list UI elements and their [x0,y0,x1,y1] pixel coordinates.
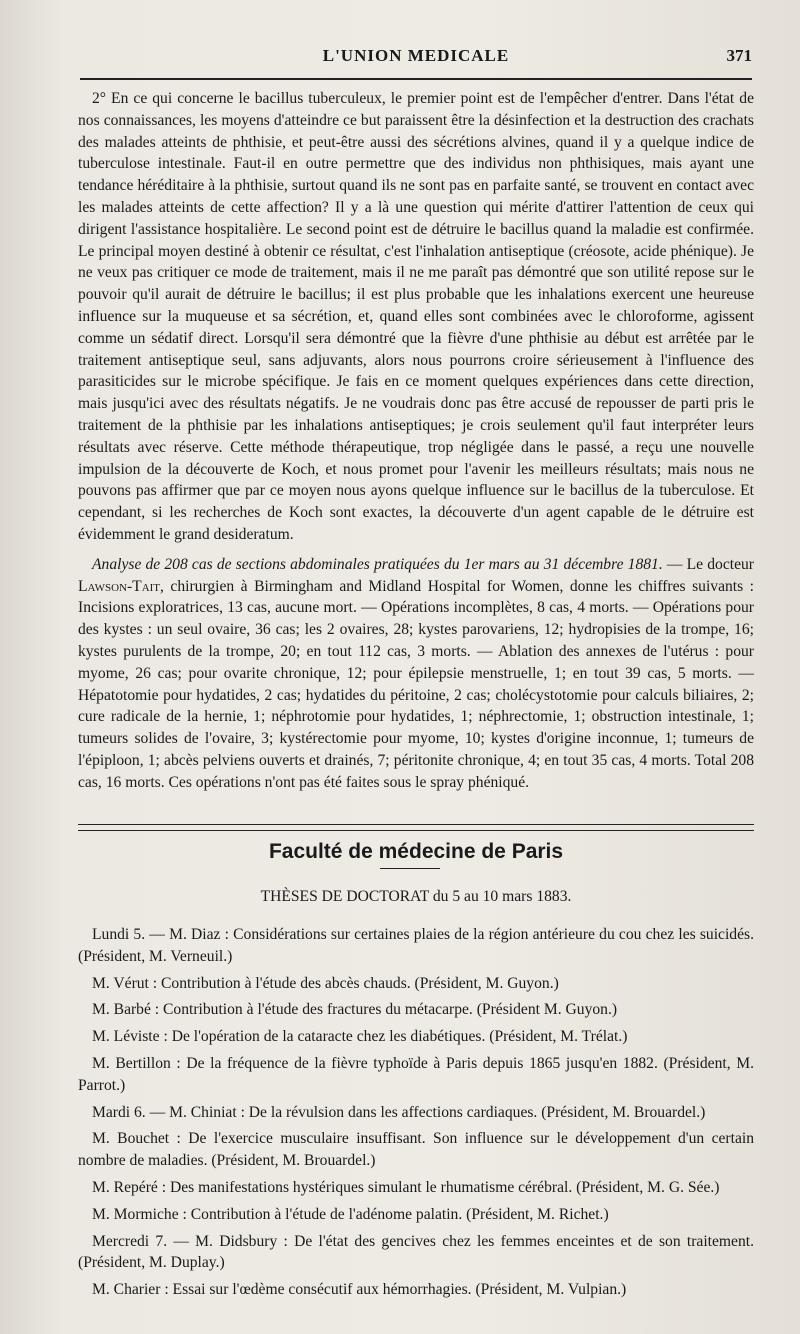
thesis-entry: M. Repéré : Des manifestations hystériques simulant le rhumatisme cérébral. (Président, M. G. Sée.) [92,1178,720,1196]
paragraph-abdominal-sections [78,554,754,794]
theses-header: THÈSES DE DOCTORAT du 5 au 10 mars 1883. [260,888,572,905]
thesis-entry: M. Charier : Essai sur l'œdème consécutif aux hémorrhagies. (Président, M. Vulpian.) [92,1281,627,1299]
page-number: 371 [726,46,752,65]
thesis-entry: Mercredi 7. — M. Didsbury : De l'état des gencives chez les femmes enceintes et de son traitement. (Président, M. Duplay.) [78,1232,754,1272]
thesis-entry: M. Barbé : Contribution à l'étude des fractures du métacarpe. (Président M. Guyon.) [92,1001,618,1019]
thesis-entry: Lundi 5. — M. Diaz : Considérations sur certaines plaies de la région antérieure du cou chez les suicidés. (Président, M. Verneuil.) [78,926,754,965]
paragraph-dash: — Le docteur [662,555,755,573]
section-title: Faculté de médecine de Paris [268,840,564,863]
thesis-entry: Mardi 6. — M. Chiniat : De la révulsion dans les affections cardiaques. (Président, M. Brouardel.) [92,1103,706,1121]
journal-title: L'UNION MEDICALE [322,46,510,65]
paragraph-heading: Analyse de 208 cas de sections abdominales pratiquées du 1er mars au 31 décembre 1881. [92,555,663,573]
section-divider [78,824,754,831]
paragraph-text: , chirurgien à Birmingham and Midland Hospital for Women, donne les chiffres suivants : Incisions exploratrices, 13 cas, aucune mort. — Opérations incomplètes, 8 cas, 4 morts. — Opérations pour des kystes : un seul ovaire, 36 cas; les 2 ovaires, 28; kystes parovariens, 12; hydropisies de la trompe, 16; kystes purulents de la trompe, 20; en tout 112 cas, 3 morts. — Ablation des annexes de l'utérus : pour myome, 26 cas; pour ovarite chronique, 12; pour épilepsie menstruelle, 1; en tout 39 cas, 5 morts. — Hépatotomie pour hydatides, 2 cas; hydatides du péritoine, 2 cas; cholécystotomie pour calculs biliaires, 2; cure radicale de la hernie, 1; néphrotomie pour hydatides, 1; néphrectomie, 1; obstruction intestinale, 1; tumeurs solides de l'ovaire, 3; kystérectomie pour myome, 10; kystes d'origine inconnue, 1; tumeurs de l'épiploon, 1; abcès pelviens ouverts et drainés, 7; péritonite chronique, 4; en tout 35 cas, 4 morts. Total 208 cas, 16 morts. Ces opérations n'ont pas été faites sous le spray phéniqué. [78,577,754,791]
thesis-entry: M. Bertillon : De la fréquence de la fièvre typhoïde à Paris depuis 1865 jusqu'en 1882. (Président, M. Parrot.) [78,1054,754,1094]
thesis-entry: M. Mormiche : Contribution à l'étude de l'adénome palatin. (Président, M. Richet.) [92,1205,609,1223]
thesis-entry: M. Vérut : Contribution à l'étude des abcès chauds. (Président, M. Guyon.) [92,974,559,992]
author-name: Lawson-Tait [78,577,161,595]
paragraph-tuberculosis: 2° En ce qui concerne le bacillus tuberculeux, le premier point est de l'empêcher d'entrer. Dans l'état de nos connaissances, les moyens d'atteindre ce but paraissent être la désinfection et la destruction des crachats des malades atteints de phthisie, et peut-être aussi des sécrétions alvines, quand il y a quelque indice de tuberculose intestinale. Faut-il en outre permettre que des individus non phthisiques, mais ayant une tendance héréditaire à la phthisie, surtout quand ils ne sont pas en parfaite santé, se trouvent en contact avec les malades atteints de cette affection? Il y a là une question qui mérite d'attirer l'attention de ceux qui dirigent l'assistance hospitalière. Le second point est de détruire le bacillus quand la maladie est confirmée. Le principal moyen destiné à obtenir ce résultat, c'est l'inhalation antiseptique (créosote, acide phénique). Je ne veux pas critiquer ce mode de traitement, mais il ne me paraît pas démontré que son utilité repose sur le pouvoir qu'il aurait de détruire le bacillus; il est plus probable que les inhalations exercent une heureuse influence sur la muqueuse et sa sécrétion, et, quand elles sont combinées avec le chloroforme, agissent comme un sédatif direct. Lorsqu'il sera démontré que la fièvre d'une phthisie au début est arrêtée par le traitement antiseptique seul, sans adjuvants, alors nous pourrons croire sérieusement à l'influence des parasiticides sur le microbe spécifique. Je fais en ce moment quelques expériences dans cette direction, mais jusqu'ici avec des résultats négatifs. Je ne voudrais donc pas être accusé de repousser de parti pris le traitement de la phthisie par les inhalations antiseptiques; je crois seulement qu'il faut interpréter leurs résultats avec réserve. Cette méthode thérapeutique, trop négligée dans le passé, a reçu une nouvelle impulsion de la découverte de Koch, et nous promet pour l'avenir les meilleurs résultats; mais nous ne pouvons pas affirmer que par ce moyen nous ayons quelque influence sur le bacillus de la tuberculose. Et cependant, si les recherches de Koch sont exactes, la découverte d'un agent capable de le détruire est évidemment le grand desideratum. [78,90,754,543]
running-head [80,46,752,72]
article-body [78,88,754,794]
title-underline [380,868,440,869]
thesis-entry: M. Léviste : De l'opération de la cataracte chez les diabétiques. (Président, M. Trélat.) [92,1028,628,1046]
theses-list [78,924,754,1306]
thesis-entry: M. Bouchet : De l'exercice musculaire insuffisant. Son influence sur le développement d'un certain nombre de maladies. (Président, M. Brouardel.) [78,1130,754,1170]
header-rule [80,78,752,80]
